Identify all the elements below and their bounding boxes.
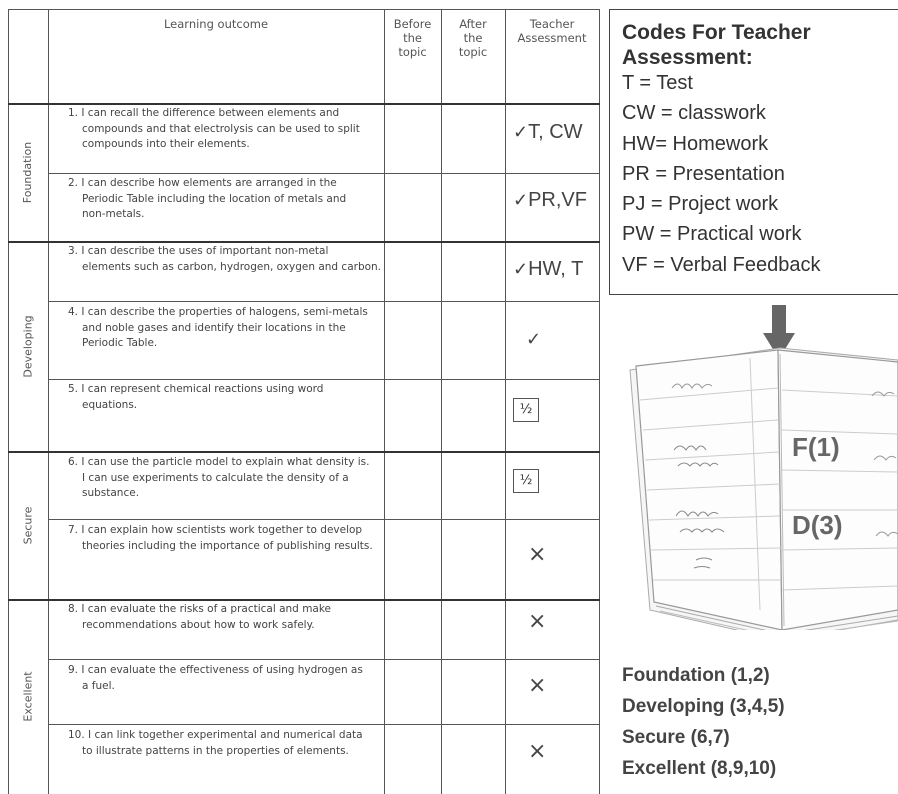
tick-icon: ✓ xyxy=(513,190,529,210)
outcome-4: 4. I can describe the properties of halogens, semi-metals and noble gases and identify their locations in the Periodic Table. xyxy=(68,306,368,349)
legend-excellent: Excellent (8,9,10) xyxy=(622,758,777,779)
header-after-topic: After the topic xyxy=(458,17,488,59)
book-mark-d3: D(3) xyxy=(792,510,843,540)
code-item: CW = classwork xyxy=(622,102,766,125)
outcome-7: 7. I can explain how scientists work together to develop theories including the importance of publishing results. xyxy=(68,524,373,552)
assessment-3: ✓HW, T xyxy=(513,258,584,280)
outcome-2: 2. I can describe how elements are arranged in the Periodic Table including the location of metals and non-metals. xyxy=(68,177,347,220)
outcome-9: 9. I can evaluate the effectiveness of using hydrogen as a fuel. xyxy=(68,664,363,692)
band-foundation: Foundation xyxy=(21,141,35,203)
cross-icon: × xyxy=(528,739,547,764)
band-secure: Secure xyxy=(21,506,35,544)
band-developing: Developing xyxy=(21,314,35,378)
codes-title: Codes For Teacher xyxy=(622,21,811,44)
header-learning-outcome: Learning outcome xyxy=(163,17,269,31)
assessment-1: ✓T, CW xyxy=(513,121,583,143)
half-mark-icon: ½ xyxy=(513,469,539,493)
header-teacher-assessment: Teacher Assessment xyxy=(517,17,587,45)
half-mark-icon: ½ xyxy=(513,398,539,422)
book-mark-f1: F(1) xyxy=(792,432,840,462)
tick-icon: ✓ xyxy=(513,259,529,279)
code-item: PR = Presentation xyxy=(622,162,785,185)
outcome-3: 3. I can describe the uses of important non-metal elements such as carbon, hydrogen, oxygen and carbon. xyxy=(68,245,382,273)
legend-foundation: Foundation (1,2) xyxy=(622,665,770,686)
code-item: PW = Practical work xyxy=(622,223,802,246)
cross-icon: × xyxy=(528,673,547,698)
code-item: T = Test xyxy=(622,72,693,94)
code-item: PJ = Project work xyxy=(622,193,779,216)
exercise-book-illustration xyxy=(610,340,898,630)
learning-outcomes-table xyxy=(8,9,600,794)
cross-icon: × xyxy=(528,609,547,634)
outcome-5: 5. I can represent chemical reactions using word equations. xyxy=(68,383,324,411)
tick-icon: ✓ xyxy=(513,122,529,142)
band-excellent: Excellent xyxy=(21,671,35,722)
outcome-1: 1. I can recall the difference between elements and compounds and that electrolysis can be used to split compounds into their elements. xyxy=(68,107,360,150)
legend-secure: Secure (6,7) xyxy=(622,727,730,748)
assessment-codes-box xyxy=(609,9,898,295)
codes-subtitle: Assessment: xyxy=(622,46,753,69)
outcome-6: 6. I can use the particle model to explain what density is. I can use experiments to calculate the density of a substance. xyxy=(68,456,370,499)
legend-developing: Developing (3,4,5) xyxy=(622,696,785,717)
cross-icon: × xyxy=(528,542,547,567)
tick-icon: ✓ xyxy=(526,329,542,350)
header-before-topic: Before the topic xyxy=(393,17,432,59)
code-item: HW= Homework xyxy=(622,132,769,155)
outcome-10: 10. I can link together experimental and numerical data to illustrate patterns in the properties of elements. xyxy=(68,729,363,757)
code-item: VF = Verbal Feedback xyxy=(622,253,821,276)
assessment-2: ✓PR,VF xyxy=(513,189,587,211)
band-legend xyxy=(622,660,785,784)
outcome-8: 8. I can evaluate the risks of a practical and make recommendations about how to work safely. xyxy=(68,603,332,631)
